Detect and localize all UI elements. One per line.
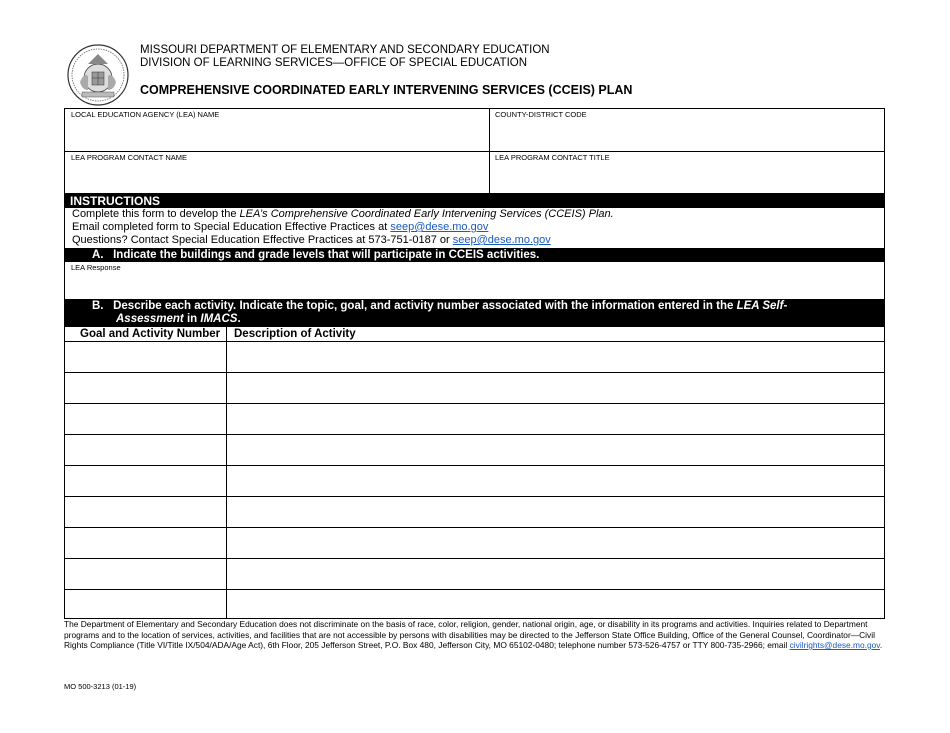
section-b-italic-3: IMACS [200, 313, 238, 325]
instructions-line-3 [72, 234, 551, 247]
seep-email-link-2[interactable]: seep@dese.mo.gov [452, 234, 551, 246]
division-name: DIVISION OF LEARNING SERVICES—OFFICE OF SPECIAL EDUCATION [140, 57, 528, 69]
table-row [65, 465, 884, 496]
goal-activity-cell[interactable] [65, 497, 225, 527]
description-header: Description of Activity [234, 328, 356, 340]
section-b-letter: B. [92, 300, 104, 312]
section-b-heading [64, 299, 885, 327]
lea-info-fields [64, 108, 885, 194]
lea-name-label: LOCAL EDUCATION AGENCY (LEA) NAME [71, 110, 220, 119]
instructions-line-1 [72, 208, 614, 221]
instructions-line-2 [72, 221, 488, 234]
goal-activity-cell[interactable] [65, 528, 225, 558]
field-divider-vertical [489, 109, 490, 193]
section-a-text: Indicate the buildings and grade levels that will participate in CCEIS activities. [113, 249, 540, 261]
lea-response-label: LEA Response [71, 263, 121, 272]
seep-email-link[interactable]: seep@dese.mo.gov [390, 221, 489, 233]
department-name: MISSOURI DEPARTMENT OF ELEMENTARY AND SECONDARY EDUCATION [140, 44, 550, 56]
instructions-line-1-text: Complete this form to develop the [72, 208, 240, 220]
goal-activity-header: Goal and Activity Number [80, 328, 221, 340]
goal-activity-cell[interactable] [65, 590, 225, 620]
table-row [65, 527, 884, 558]
table-row [65, 341, 884, 372]
section-b-italic-2: Assessment [116, 313, 184, 325]
county-district-label: COUNTY-DISTRICT CODE [495, 110, 587, 119]
instructions-line-3-text: Questions? Contact Special Education Effective Practices at 573-751-0187 or [72, 234, 453, 246]
contact-name-field[interactable] [66, 163, 488, 193]
section-b-line-1 [92, 300, 877, 313]
form-title: COMPREHENSIVE COORDINATED EARLY INTERVENING SERVICES (CCEIS) PLAN [140, 83, 633, 97]
goal-activity-cell[interactable] [65, 373, 225, 403]
description-cell[interactable] [227, 342, 884, 372]
instructions-line-2-text: Email completed form to Special Education Effective Practices at [72, 221, 391, 233]
description-cell[interactable] [227, 559, 884, 589]
civil-rights-email-link[interactable]: civilrights@dese.mo.gov [789, 640, 880, 650]
activity-table [64, 327, 885, 619]
description-cell[interactable] [227, 590, 884, 620]
nondiscrimination-notice [64, 619, 885, 651]
contact-title-label: LEA PROGRAM CONTACT TITLE [495, 153, 610, 162]
field-divider-horizontal [65, 151, 884, 152]
description-cell[interactable] [227, 404, 884, 434]
description-cell[interactable] [227, 497, 884, 527]
notice-end: . [879, 640, 883, 650]
goal-activity-cell[interactable] [65, 466, 225, 496]
table-row [65, 403, 884, 434]
section-b-end: . [237, 313, 241, 325]
section-b-line-2 [92, 313, 877, 326]
instructions-body [64, 208, 885, 248]
goal-activity-cell[interactable] [65, 435, 225, 465]
section-a-response[interactable] [64, 262, 885, 299]
goal-activity-cell[interactable] [65, 404, 225, 434]
table-row [65, 434, 884, 465]
description-cell[interactable] [227, 373, 884, 403]
section-a-letter: A. [92, 249, 104, 261]
table-row [65, 496, 884, 527]
section-b-italic-1: LEA Self- [736, 300, 788, 312]
notice-text: The Department of Elementary and Secondary Education does not discriminate on the basis of race, color, religion, gender, national origin, age, or disability in its programs and activities. Inquiries related to Department programs and to the location of services, activities, and facilities that are not accessible by persons with disabilities may be directed to the Jefferson State Office Building, Office of the General Counsel, Coordinator—Civil Rights Compliance (Title VI/Title IX/504/ADA/Age Act), 6th Floor, 205 Jefferson Street, P.O. Box 480, Jefferson City, MO 65102-0480; telephone number 573-526-4757 or TTY 800-735-2966; email [64, 619, 875, 650]
section-b-mid: in [183, 313, 201, 325]
description-cell[interactable] [227, 435, 884, 465]
table-row [65, 372, 884, 403]
contact-title-field[interactable] [491, 163, 884, 193]
county-district-field[interactable] [491, 120, 884, 150]
description-cell[interactable] [227, 528, 884, 558]
instructions-heading: INSTRUCTIONS [64, 194, 885, 208]
lea-name-field[interactable] [66, 120, 488, 150]
goal-activity-cell[interactable] [65, 559, 225, 589]
form-number: MO 500-3213 (01-19) [64, 682, 137, 691]
table-row [65, 589, 884, 620]
goal-activity-cell[interactable] [65, 342, 225, 372]
section-a-heading [64, 248, 885, 262]
table-row [65, 558, 884, 589]
missouri-state-seal-icon [66, 42, 130, 108]
section-b-text: Describe each activity. Indicate the topic, goal, and activity number associated with the information entered in the [113, 300, 737, 312]
plan-name: LEA’s Comprehensive Coordinated Early Intervening Services (CCEIS) Plan. [239, 208, 614, 220]
contact-name-label: LEA PROGRAM CONTACT NAME [71, 153, 187, 162]
description-cell[interactable] [227, 466, 884, 496]
